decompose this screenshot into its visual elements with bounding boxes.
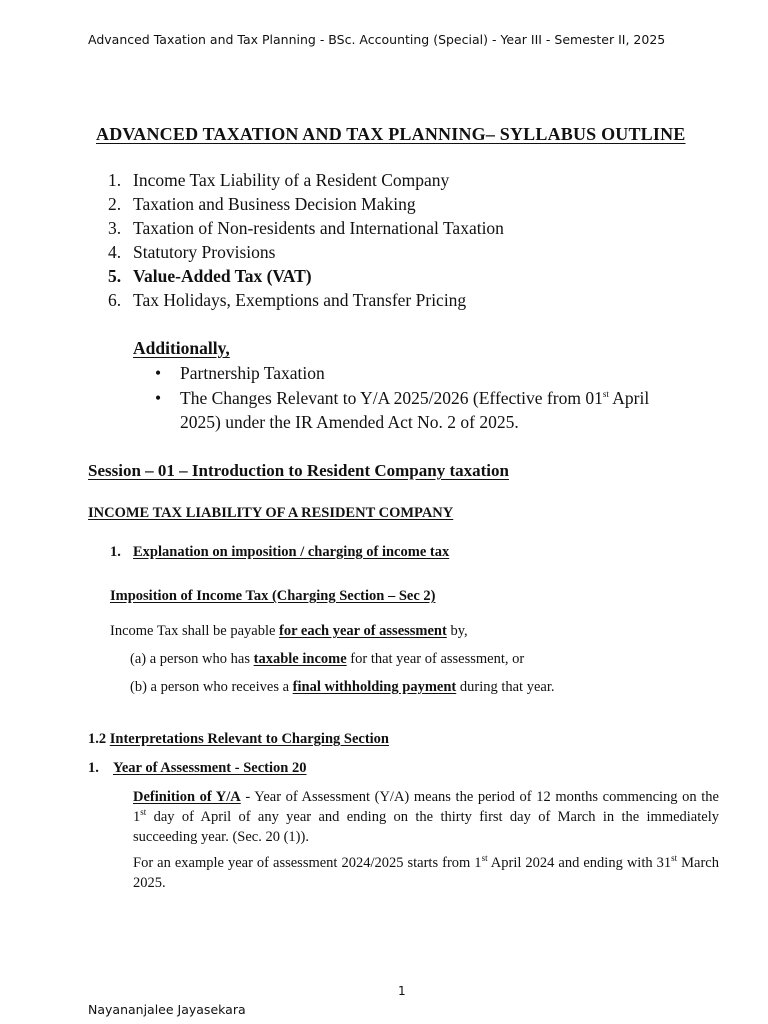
payable-paragraph xyxy=(110,623,468,640)
outline-item-number: 5. xyxy=(108,266,122,286)
text-run: by, xyxy=(446,623,468,639)
explanation-item xyxy=(110,544,449,561)
session-title: Session – 01 – Introduction to Resident Company taxation xyxy=(88,461,509,480)
text-run: day of April of any year and ending on the thirty first day of March in the immediately succeeding year. (Sec. 20 (1)). xyxy=(133,809,719,845)
author-footer: Nayananjalee Jayasekara xyxy=(88,1002,246,1017)
page-number: 1 xyxy=(398,984,406,998)
superscript: st xyxy=(481,853,488,864)
outline-item-6 xyxy=(108,290,466,311)
superscript: st xyxy=(671,853,678,864)
interpretations-number: 1.2 xyxy=(88,731,110,747)
emphasis-text: for each year of assessment xyxy=(279,623,447,639)
bullet-item-partnership xyxy=(155,363,325,384)
condition-b xyxy=(130,679,555,696)
bullet-item-changes xyxy=(155,388,649,409)
outline-item-number: 3. xyxy=(108,218,122,238)
outline-item-label: Tax Holidays, Exemptions and Transfer Pricing xyxy=(133,290,467,310)
year-of-assessment-number: 1. xyxy=(88,760,99,776)
interpretations-heading xyxy=(88,731,389,748)
outline-item-2 xyxy=(108,194,416,215)
bullet-item-changes-continuation: 2025) under the IR Amended Act No. 2 of 2025. xyxy=(180,412,519,432)
year-of-assessment-heading xyxy=(88,760,306,777)
text-run: (a) a person who has xyxy=(130,651,254,667)
text-run: For an example year of assessment 2024/2025 starts from 1 xyxy=(133,855,482,871)
outline-item-1 xyxy=(108,170,449,191)
running-header: Advanced Taxation and Tax Planning - BSc. Accounting (Special) - Year III - Semester II, 2025 xyxy=(88,32,666,47)
example-paragraph xyxy=(133,853,719,893)
interpretations-label: Interpretations Relevant to Charging Section xyxy=(109,731,389,747)
bullet-item-label: Partnership Taxation xyxy=(180,363,325,383)
outline-item-4 xyxy=(108,242,275,263)
outline-item-5 xyxy=(108,266,312,287)
outline-item-label: Value-Added Tax (VAT) xyxy=(133,266,312,286)
text-run: for that year of assessment, or xyxy=(346,651,525,667)
outline-item-number: 4. xyxy=(108,242,122,262)
explanation-item-number: 1. xyxy=(110,544,121,560)
outline-item-label: Income Tax Liability of a Resident Company xyxy=(133,170,450,190)
superscript: st xyxy=(140,807,147,818)
definition-paragraph xyxy=(133,787,719,847)
text-run: Income Tax shall be payable xyxy=(110,623,280,639)
condition-a xyxy=(130,651,524,668)
emphasis-text: taxable income xyxy=(253,651,347,667)
document-title: ADVANCED TAXATION AND TAX PLANNING– SYLLABUS OUTLINE xyxy=(96,124,686,144)
emphasis-text: final withholding payment xyxy=(292,679,457,695)
imposition-heading: Imposition of Income Tax (Charging Section – Sec 2) xyxy=(110,588,436,604)
bullet-item-label-end: April xyxy=(608,388,650,408)
outline-item-number: 2. xyxy=(108,194,122,214)
text-run: during that year. xyxy=(456,679,555,695)
text-run: - Year of Assessment (Y/A) means the period of 12 months commencing on the 1 xyxy=(133,789,719,825)
bullet-dot-icon: • xyxy=(155,388,162,408)
year-of-assessment-label: Year of Assessment - Section 20 xyxy=(113,760,307,776)
outline-item-number: 6. xyxy=(108,290,122,310)
outline-item-label: Statutory Provisions xyxy=(133,242,276,262)
section-heading-income-tax-liability: INCOME TAX LIABILITY OF A RESIDENT COMPANY xyxy=(88,505,454,521)
outline-item-number: 1. xyxy=(108,170,122,190)
bullet-item-label: The Changes Relevant to Y/A 2025/2026 (Effective from 01 xyxy=(180,388,603,408)
outline-item-label: Taxation and Business Decision Making xyxy=(133,194,416,214)
additionally-heading: Additionally, xyxy=(133,338,230,358)
text-run: March 2025. xyxy=(133,855,719,891)
text-run: (b) a person who receives a xyxy=(130,679,293,695)
text-run: April 2024 and ending with 31 xyxy=(487,855,672,871)
superscript: st xyxy=(602,389,609,400)
outline-item-label: Taxation of Non-residents and International Taxation xyxy=(133,218,504,238)
definition-term: Definition of Y/A xyxy=(133,789,241,805)
explanation-item-label: Explanation on imposition / charging of income tax xyxy=(133,544,450,560)
bullet-dot-icon: • xyxy=(155,363,162,383)
outline-item-3 xyxy=(108,218,504,239)
